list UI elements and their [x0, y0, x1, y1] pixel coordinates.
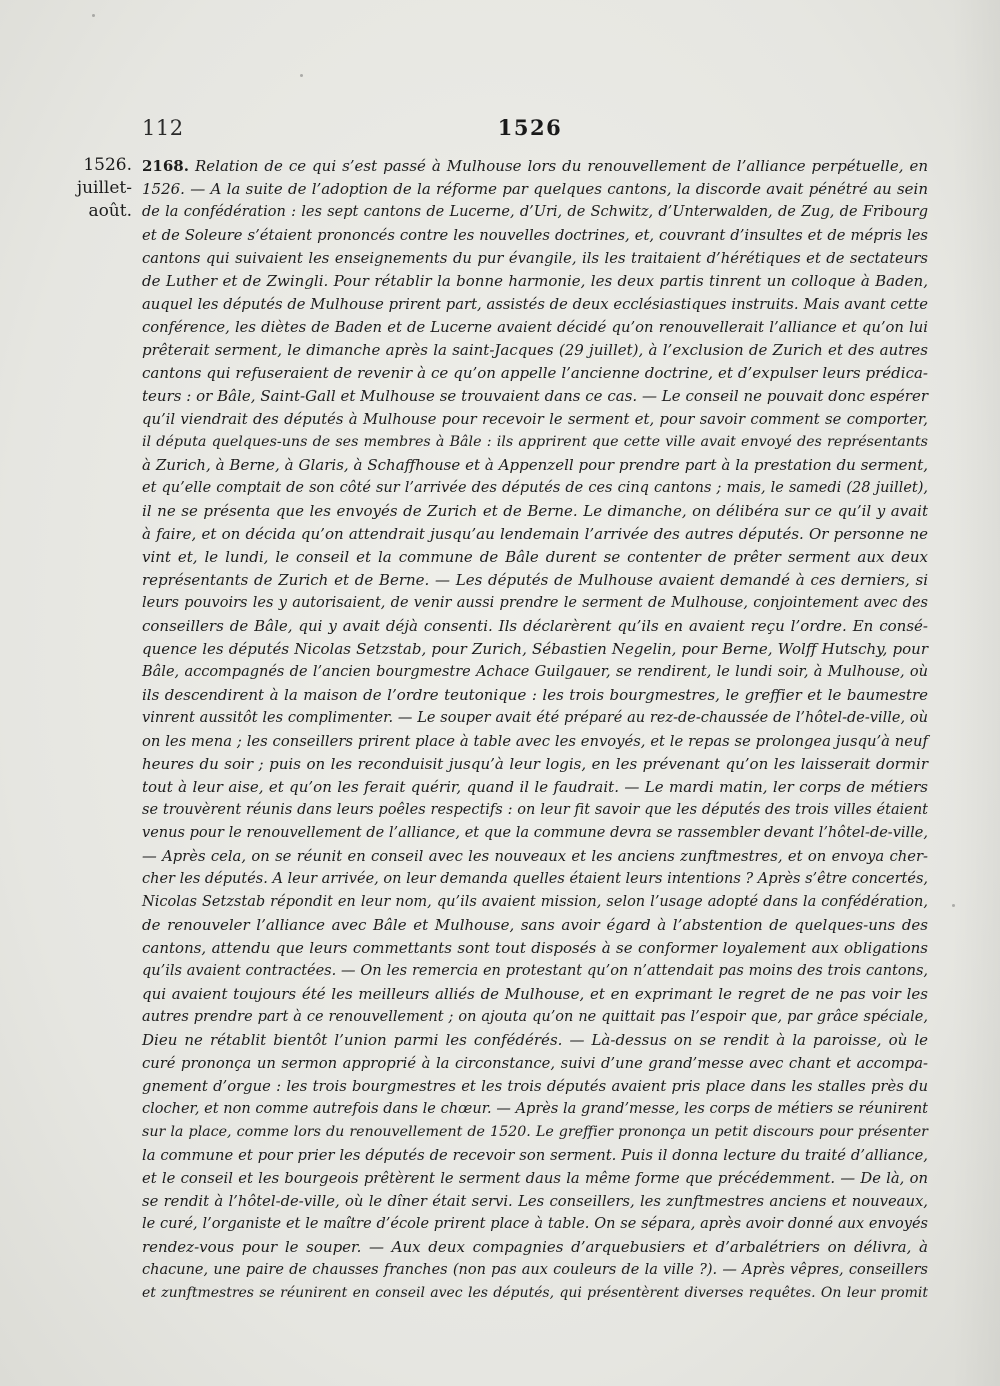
text-line-content: à faire, et on décida qu’on attendrait jusqu’au lendemain l’arrivée des autres députés. Or personne ne	[142, 525, 928, 543]
text-line-content: sur la place, comme lors du renouvellement de 1520. Le greffier prononça un petit discours pour présenter	[142, 1124, 928, 1140]
entry-number: 2168.	[142, 157, 189, 175]
text-line-content: représentants de Zurich et de Berne. — Les députés de Mulhouse avaient demandé à ces derniers, si	[142, 571, 928, 589]
text-line	[142, 1098, 928, 1121]
text-line-content: Bâle, accompagnés de l’ancien bourgmestre Achace Guilgauer, se rendirent, le lundi soir, à Mulhouse, où	[142, 664, 928, 680]
text-line	[142, 1075, 928, 1098]
text-line	[142, 546, 928, 569]
text-line	[142, 477, 928, 500]
text-line-content: Nicolas Setzstab répondit en leur nom, qu’ils avaient mission, selon l’usage adopté dans la confédération,	[142, 894, 928, 910]
text-line	[142, 1282, 928, 1305]
text-line-content: Dieu ne rétablit bientôt l’union parmi les confédérés. — Là-dessus on se rendit à la paroisse, où le	[142, 1031, 928, 1049]
text-line-content: cantons, attendu que leurs commettants sont tout disposés à se conformer loyalement aux obligations	[142, 939, 928, 957]
text-line-content: teurs : or Bâle, Saint-Gall et Mulhouse se trouvaient dans ce cas. — Le conseil ne pouvait donc espérer	[142, 387, 928, 405]
text-line	[142, 270, 928, 293]
text-line-content: leurs pouvoirs les y autorisaient, de venir aussi prendre le serment de Mulhouse, conjointement avec des	[142, 595, 928, 611]
text-line-content: curé prononça un sermon approprié à la circonstance, suivi d’une grand’messe avec chant et accompa-	[142, 1055, 928, 1072]
text-line	[142, 592, 928, 615]
text-line	[142, 224, 928, 247]
text-line	[142, 799, 928, 822]
paper-speck	[952, 904, 955, 907]
text-line-content: conférence, les diètes de Baden et de Lucerne avaient décidé qu’on renouvellerait l’alliance et qu’on lui	[142, 319, 928, 336]
text-line-content: conseillers de Bâle, qui y avait déjà consenti. Ils déclarèrent qu’ils en avaient reçu l’ordre. En consé-	[142, 617, 928, 635]
text-line-content: auquel les députés de Mulhouse prirent part, assistés de deux ecclésiastiques instruits. Mais avant cette	[142, 296, 928, 313]
text-line	[142, 408, 928, 431]
text-line	[142, 339, 928, 362]
text-line	[142, 362, 928, 385]
text-line-content: vinrent aussitôt les complimenter. — Le souper avait été préparé au rez-de-chaussée de l’hôtel-de-ville, où	[142, 710, 928, 726]
text-line	[142, 753, 928, 776]
paper-speck	[300, 74, 303, 77]
text-line-content: cantons qui refuseraient de revenir à ce qu’on appelle l’ancienne doctrine, et d’expulser leurs prédica-	[142, 364, 928, 382]
text-line	[142, 1167, 928, 1190]
text-line	[142, 316, 928, 339]
text-line	[142, 937, 928, 960]
text-line	[142, 1213, 928, 1236]
text-line	[142, 1259, 928, 1282]
text-line	[142, 1236, 928, 1259]
text-line-content: — Après cela, on se réunit en conseil avec les nouveaux et les anciens zunftmestres, et on envoya cher-	[142, 848, 928, 865]
text-line-content: venus pour le renouvellement de l’alliance, et que la commune devra se rassembler devant l’hôtel-de-ville,	[142, 825, 928, 841]
text-line-content: à Zurich, à Berne, à Glaris, à Schaffhouse et à Appenzell pour prendre part à la prestation du serment,	[142, 456, 928, 474]
text-line-content: chacune, une paire de chausses franches (non pas aux couleurs de la ville ?). — Après vêpres, conseillers	[142, 1262, 928, 1278]
text-line-content: clocher, et non comme autrefois dans le chœur. — Après la grand’messe, les corps de métiers se réunirent	[142, 1101, 928, 1117]
text-line	[142, 178, 928, 201]
text-line-content: vint et, le lundi, le conseil et la commune de Bâle durent se contenter de prêter serment aux deux	[142, 548, 928, 566]
text-line	[142, 1121, 928, 1144]
text-line	[142, 1190, 928, 1213]
text-line-content: et zunftmestres se réunirent en conseil avec les députés, qui présentèrent diverses requêtes. On leur promit	[142, 1285, 928, 1301]
page-number: 112	[142, 116, 184, 140]
text-line-content: ils descendirent à la maison de l’ordre teutonique : les trois bourgmestres, le greffier et le baumestre	[142, 686, 928, 704]
text-line	[142, 385, 928, 408]
text-line-content: le curé, l’organiste et le maître d’école prirent place à table. On se sépara, après avoir donné aux envoyés	[142, 1216, 928, 1232]
text-line	[142, 569, 928, 592]
page-edge-shadow	[952, 0, 1000, 1386]
text-line	[142, 638, 928, 661]
text-line	[142, 523, 928, 546]
text-line-content: se rendit à l’hôtel-de-ville, où le dîner était servi. Les conseillers, les zunftmestres anciens et nouveaux,	[142, 1193, 928, 1210]
text-line	[142, 822, 928, 845]
text-line	[142, 776, 928, 799]
text-line	[142, 730, 928, 753]
text-line-content: quence les députés Nicolas Setzstab, pour Zurich, Sébastien Negelin, pour Berne, Wolff Hutschy, pour	[142, 640, 928, 658]
text-line-content: gnement d’orgue : les trois bourgmestres et les trois députés avaient pris place dans les stalles près du	[142, 1078, 928, 1095]
paper-speck	[92, 14, 95, 17]
text-line-content: et de Soleure s’étaient prononcés contre les nouvelles doctrines, et, couvrant d’insultes et de mépris les	[142, 227, 928, 244]
text-line	[142, 247, 928, 270]
running-title: 1526	[497, 115, 563, 140]
text-line-content: 1526. — A la suite de l’adoption de la réforme par quelques cantons, la discorde avait pénétré au sein	[142, 180, 928, 198]
text-line-content: et le conseil et les bourgeois prêtèrent le serment daus la même forme que précédemment. — De là, on	[142, 1170, 928, 1187]
text-line	[142, 960, 928, 983]
text-line-content: on les mena ; les conseillers prirent place à table avec les envoyés, et le repas se prolongea jusqu’à neuf	[142, 733, 928, 750]
entry-body	[142, 155, 928, 1305]
text-line	[142, 707, 928, 730]
text-line-content: cher les députés. A leur arrivée, on leur demanda quelles étaient leurs intentions ? Après s’être concertés,	[142, 871, 928, 887]
text-line-content: se trouvèrent réunis dans leurs poêles respectifs : on leur fit savoir que les députés des trois villes étaient	[142, 802, 928, 818]
text-line-content: qu’ils avaient contractées. — On les remercia en protestant qu’on n’attendait pas moins des trois cantons,	[142, 963, 928, 979]
text-line	[142, 1144, 928, 1167]
text-line-content: rendez-vous pour le souper. — Aux deux compagnies d’arquebusiers et d’arbalétriers on délivra, à	[142, 1238, 928, 1256]
margin-date-months: juillet-	[76, 178, 132, 198]
text-line-content: et qu’elle comptait de son côté sur l’arrivée des députés de ces cinq cantons ; mais, le samedi (28 juillet),	[142, 480, 928, 496]
text-line-content: la commune et pour prier les députés de recevoir son serment. Puis il donna lecture du traité d’alliance,	[142, 1147, 928, 1164]
margin-date-month-end: août.	[88, 201, 132, 221]
text-line	[142, 201, 928, 224]
text-line	[142, 983, 928, 1006]
text-line-content: il députa quelques-uns de ses membres à Bâle : ils apprirent que cette ville avait envoyé des représentants	[142, 434, 928, 450]
margin-date	[52, 154, 132, 223]
text-line	[142, 155, 928, 178]
text-line	[142, 845, 928, 868]
text-line-content: il ne se présenta que les envoyés de Zurich et de Berne. Le dimanche, on délibéra sur ce qu’il y avait	[142, 502, 928, 520]
text-line-content: heures du soir ; puis on les reconduisit jusqu’à leur logis, en les prévenant qu’on les laisserait dormir	[142, 755, 928, 773]
text-line	[142, 431, 928, 454]
text-line-content: Relation de ce qui s’est passé à Mulhouse lors du renouvellement de l’alliance perpétuelle, en	[194, 157, 928, 175]
text-line	[142, 891, 928, 914]
text-line	[142, 615, 928, 638]
text-line	[142, 500, 928, 523]
text-line	[142, 914, 928, 937]
text-line	[142, 868, 928, 891]
text-line	[142, 1006, 928, 1029]
text-line-content: de la confédération : les sept cantons de Lucerne, d’Uri, de Schwitz, d’Unterwalden, de Zug, de Fribourg	[142, 204, 928, 220]
text-line	[142, 293, 928, 316]
text-line-content: prêterait serment, le dimanche après la saint-Jacques (29 juillet), à l’exclusion de Zurich et des autres	[142, 341, 928, 359]
text-line-content: tout à leur aise, et qu’on les ferait quérir, quand il le faudrait. — Le mardi matin, ler corps de métiers	[142, 778, 928, 796]
margin-date-year: 1526.	[83, 155, 132, 175]
text-line	[142, 1052, 928, 1075]
text-line	[142, 454, 928, 477]
text-line	[142, 684, 928, 707]
text-line	[142, 1029, 928, 1052]
text-line-content: qui avaient toujours été les meilleurs alliés de Mulhouse, et en exprimant le regret de ne pas voir les	[142, 985, 928, 1003]
text-line-content: autres prendre part à ce renouvellement ; on ajouta qu’on ne quittait pas l’espoir que, par grâce spéciale,	[142, 1009, 928, 1025]
text-line-content: de Luther et de Zwingli. Pour rétablir la bonne harmonie, les deux partis tinrent un colloque à Baden,	[142, 272, 928, 290]
text-line-content: de renouveler l’alliance avec Bâle et Mulhouse, sans avoir égard à l’abstention de quelques-uns des	[142, 916, 928, 934]
text-line-content: qu’il viendrait des députés à Mulhouse pour recevoir le serment et, pour savoir comment se comporter,	[142, 411, 928, 428]
text-line-content: cantons qui suivaient les enseignements du pur évangile, ils les traitaient d’hérétiques et de sectateurs	[142, 250, 928, 267]
text-line	[142, 661, 928, 684]
